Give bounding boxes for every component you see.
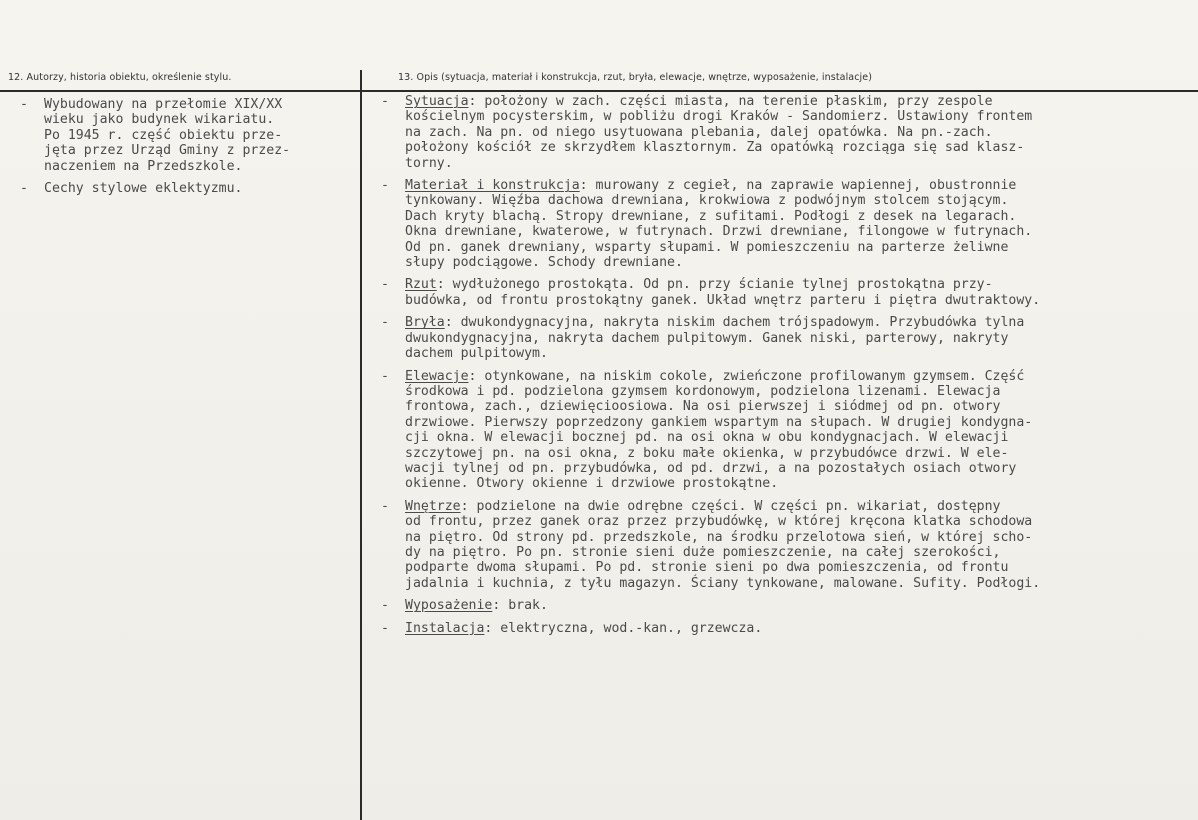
entry-dash: - — [381, 598, 389, 614]
text-line: tynkowany. Więźba dachowa drewniana, krokwiowa z podwójnym stolcem stojącym. — [405, 193, 1009, 209]
section-12-heading: 12. Autorzy, historia obiektu, określenie stylu. — [8, 72, 232, 83]
history-column — [20, 97, 352, 203]
entry-dash: - — [381, 178, 389, 194]
entry-dash: - — [381, 94, 389, 109]
entry-text — [405, 499, 1193, 591]
text-line: kościelnym pocysterskim, w pobliżu drogi Kraków - Sandomierz. Ustawiony frontem — [405, 109, 1033, 125]
entry-first-line — [405, 178, 1193, 193]
entry-label: Wnętrze — [405, 498, 461, 514]
entry-text — [405, 621, 1193, 636]
entry-first-line-text: : murowany z cegieł, na zaprawie wapiennej, obustronnie — [579, 178, 1017, 194]
entry-text — [405, 369, 1193, 492]
entry-first-line — [405, 621, 1193, 636]
entry-first-line — [405, 369, 1193, 384]
entry-first-line — [405, 598, 1193, 613]
entry-first-line-text: : podzielone na dwie odrębne części. W części pn. wikariat, dostępny — [460, 498, 1001, 514]
entry-text — [405, 277, 1193, 308]
text-line: dachem pulpitowym. — [405, 346, 548, 362]
text-line: wieku jako budynek wikariatu. — [44, 112, 275, 128]
entry-label: Materiał i konstrukcja — [405, 178, 580, 194]
entry-text — [44, 97, 352, 174]
entry-dash: - — [20, 97, 28, 112]
column-divider — [360, 70, 362, 820]
text-line: położony kościół ze skrzydłem klasztornym. Za opatówką rozciąga się sad klasz- — [405, 140, 1025, 156]
text-line: jadalnia i kuchnia, z tyłu magazyn. Ściany tynkowane, malowane. Sufity. Podłogi. — [405, 575, 1041, 591]
text-line: Dach kryty blachą. Stropy drewniane, z sufitami. Podłogi z desek na legarach. — [405, 208, 1017, 224]
entry-first-line — [405, 499, 1193, 514]
text-line: dy na piętro. Po pn. stronie sieni duże pomieszczenie, na całej szerokości, — [405, 544, 1001, 560]
entry-dash: - — [381, 620, 389, 636]
entry-dash: - — [381, 315, 389, 331]
left-entry — [20, 181, 352, 196]
right-entry — [381, 369, 1193, 492]
entry-text — [405, 598, 1193, 613]
entry-text — [405, 178, 1193, 270]
text-line: środkowa i pd. podzielona gzymsem kordonowym, podzielona lizenami. Elewacja — [405, 383, 1001, 399]
entry-first-line-text: : elektryczna, wod.-kan., grzewcza. — [484, 620, 763, 636]
entry-text — [405, 94, 1193, 171]
entry-first-line-text: : wydłużonego prostokąta. Od pn. przy ścianie tylnej prostokątna przy- — [436, 277, 993, 293]
text-line: podparte dwoma słupami. Po pd. stronie sieni po dwa pomieszczenia, od frontu — [405, 560, 1009, 576]
entry-first-line-text: : otynkowane, na niskim cokole, zwieńczone profilowanym gzymsem. Część — [468, 368, 1025, 384]
entry-label: Instalacja — [405, 620, 485, 636]
entry-label: Elewacje — [405, 368, 469, 384]
entry-text — [44, 181, 352, 196]
entry-label: Wyposażenie — [405, 598, 493, 614]
text-line: okienne. Otwory okienne i drzwiowe prostokątne. — [405, 476, 779, 492]
entry-first-line-text: : położony w zach. części miasta, na terenie płaskim, przy zespole — [468, 94, 993, 109]
header-rule — [0, 90, 1198, 92]
right-entry — [381, 315, 1193, 361]
text-line: szczytowej pn. na osi okna, z boku małe okienka, w przybudówce drzwi. W ele- — [405, 445, 1009, 461]
text-line: od frontu, przez ganek oraz przez przybudówkę, w której kręcona klatka schodowa — [405, 514, 1033, 530]
entry-first-line — [405, 315, 1193, 330]
entry-dash: - — [381, 498, 389, 514]
text-line: wacji tylnej od pn. przybudówka, od pd. drzwi, a na pozostałych osiach otwory — [405, 460, 1017, 476]
text-line: Od pn. ganek drewniany, wsparty słupami. W pomieszczeniu na parterze żeliwne — [405, 239, 1009, 255]
right-entry — [381, 178, 1193, 270]
text-line: Po 1945 r. część obiektu prze- — [44, 127, 283, 143]
entry-text — [405, 315, 1193, 361]
text-line: jęta przez Urząd Gminy z przez- — [44, 143, 291, 159]
entry-dash: - — [381, 368, 389, 384]
right-entry — [381, 277, 1193, 308]
entry-label: Rzut — [405, 277, 437, 293]
text-line: frontowa, zach., dziewięcioosiowa. Na osi pierwszej i siódmej od pn. otwory — [405, 399, 1001, 415]
text-line: Cechy stylowe eklektyzmu. — [44, 181, 243, 197]
entry-label: Bryła — [405, 315, 445, 331]
entry-first-line — [405, 277, 1193, 292]
text-line: torny. — [405, 155, 453, 171]
entry-first-line — [405, 94, 1193, 109]
text-line: Wybudowany na przełomie XIX/XX — [44, 97, 283, 112]
entry-first-line-text: : brak. — [492, 598, 548, 614]
entry-first-line-text: : dwukondygnacyjna, nakryta niskim dachem trójspadowym. Przybudówka tylna — [444, 315, 1025, 331]
entry-label: Sytuacja — [405, 94, 469, 109]
text-line: na zach. Na pn. od niego usytuowana plebania, dalej opatówka. Na pn.-zach. — [405, 124, 993, 140]
right-entry — [381, 94, 1193, 171]
entry-dash: - — [381, 277, 389, 293]
text-line: na piętro. Od strony pd. przedszkole, na środku przelotowa sień, w której scho- — [405, 529, 1033, 545]
section-13-heading: 13. Opis (sytuacja, materiał i konstrukcja, rzut, bryła, elewacje, wnętrze, wyposażenie, instalacje) — [398, 72, 873, 83]
right-entry — [381, 598, 1193, 613]
text-line: budówka, od frontu prostokątny ganek. Układ wnętrz parteru i piętra dwutraktowy. — [405, 292, 1041, 308]
entry-dash: - — [20, 181, 28, 197]
right-entry — [381, 499, 1193, 591]
left-entry — [20, 97, 352, 174]
description-column — [381, 94, 1193, 643]
text-line: słupy podciągowe. Schody drewniane. — [405, 255, 683, 271]
text-line: Okna drewniane, kwaterowe, w futrynach. Drzwi drewniane, filongowe w futrynach. — [405, 224, 1033, 240]
text-line: drzwiowe. Pierwszy poprzedzony gankiem wspartym na słupach. W drugiej kondygna- — [405, 414, 1033, 430]
text-line: naczeniem na Przedszkole. — [44, 158, 243, 174]
text-line: dwukondygnacyjna, nakryta dachem pulpitowym. Ganek niski, parterowy, nakryty — [405, 330, 1009, 346]
right-entry — [381, 621, 1193, 636]
text-line: cji okna. W elewacji bocznej pd. na osi okna w obu kondygnacjach. W elewacji — [405, 430, 1009, 446]
